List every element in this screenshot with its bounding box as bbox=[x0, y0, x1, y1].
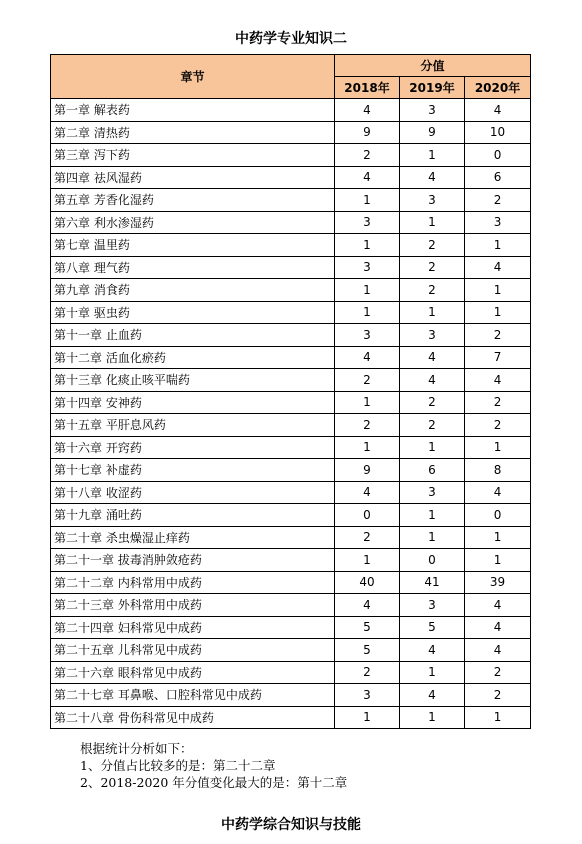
chapter-cell: 第二章 清热药 bbox=[51, 121, 335, 144]
score-cell: 40 bbox=[335, 571, 400, 594]
table-row bbox=[51, 459, 531, 482]
score-cell: 3 bbox=[400, 594, 465, 617]
table-row bbox=[51, 144, 531, 167]
score-cell: 39 bbox=[465, 571, 531, 594]
score-cell: 3 bbox=[465, 211, 531, 234]
chapter-cell: 第二十二章 内科常用中成药 bbox=[51, 571, 335, 594]
score-cell: 4 bbox=[400, 684, 465, 707]
score-cell: 3 bbox=[400, 189, 465, 212]
score-cell: 1 bbox=[335, 301, 400, 324]
table-row bbox=[51, 549, 531, 572]
score-cell: 4 bbox=[465, 369, 531, 392]
score-cell: 2 bbox=[400, 391, 465, 414]
table-row bbox=[51, 571, 531, 594]
score-cell: 0 bbox=[335, 504, 400, 527]
score-cell: 1 bbox=[400, 301, 465, 324]
score-cell: 41 bbox=[400, 571, 465, 594]
score-cell: 1 bbox=[400, 144, 465, 167]
next-section-title: 中药学综合知识与技能 bbox=[221, 817, 361, 833]
page-title: 中药学专业知识二 bbox=[235, 31, 347, 47]
chapter-cell: 第十六章 开窍药 bbox=[51, 436, 335, 459]
score-cell: 3 bbox=[335, 324, 400, 347]
score-cell: 2 bbox=[335, 526, 400, 549]
table-row bbox=[51, 301, 531, 324]
score-table bbox=[50, 54, 531, 729]
score-cell: 9 bbox=[400, 121, 465, 144]
score-cell: 0 bbox=[465, 144, 531, 167]
chapter-cell: 第二十六章 眼科常见中成药 bbox=[51, 661, 335, 684]
notes-intro: 根据统计分析如下： bbox=[80, 741, 193, 756]
note-item: 1、分值占比较多的是：第二十二章 bbox=[80, 758, 276, 773]
header-year: 2020年 bbox=[465, 77, 531, 99]
chapter-cell: 第二十五章 儿科常见中成药 bbox=[51, 639, 335, 662]
score-cell: 8 bbox=[465, 459, 531, 482]
score-cell: 1 bbox=[465, 526, 531, 549]
header-year: 2018年 bbox=[335, 77, 400, 99]
table-row bbox=[51, 504, 531, 527]
table-row bbox=[51, 594, 531, 617]
chapter-cell: 第二十四章 妇科常见中成药 bbox=[51, 616, 335, 639]
chapter-cell: 第十九章 涌吐药 bbox=[51, 504, 335, 527]
table-row bbox=[51, 324, 531, 347]
score-cell: 10 bbox=[465, 121, 531, 144]
score-cell: 9 bbox=[335, 121, 400, 144]
score-cell: 1 bbox=[400, 504, 465, 527]
chapter-cell: 第一章 解表药 bbox=[51, 99, 335, 122]
score-cell: 1 bbox=[400, 661, 465, 684]
score-cell: 1 bbox=[465, 436, 531, 459]
score-cell: 3 bbox=[335, 211, 400, 234]
score-cell: 2 bbox=[400, 234, 465, 257]
score-cell: 2 bbox=[335, 661, 400, 684]
chapter-cell: 第五章 芳香化湿药 bbox=[51, 189, 335, 212]
table-row bbox=[51, 639, 531, 662]
score-cell: 4 bbox=[465, 481, 531, 504]
score-cell: 0 bbox=[400, 549, 465, 572]
score-cell: 1 bbox=[335, 234, 400, 257]
score-cell: 3 bbox=[400, 324, 465, 347]
chapter-cell: 第二十七章 耳鼻喉、口腔科常见中成药 bbox=[51, 684, 335, 707]
score-cell: 1 bbox=[465, 706, 531, 729]
score-cell: 3 bbox=[400, 99, 465, 122]
score-cell: 0 bbox=[465, 504, 531, 527]
score-cell: 1 bbox=[335, 706, 400, 729]
chapter-cell: 第十三章 化痰止咳平喘药 bbox=[51, 369, 335, 392]
score-cell: 5 bbox=[400, 616, 465, 639]
header-chapter: 章节 bbox=[51, 55, 335, 99]
score-cell: 2 bbox=[465, 391, 531, 414]
score-cell: 1 bbox=[465, 301, 531, 324]
chapter-cell: 第七章 温里药 bbox=[51, 234, 335, 257]
table-row bbox=[51, 414, 531, 437]
score-cell: 2 bbox=[465, 324, 531, 347]
table-row bbox=[51, 391, 531, 414]
score-cell: 1 bbox=[465, 549, 531, 572]
header-year: 2019年 bbox=[400, 77, 465, 99]
chapter-cell: 第十八章 收涩药 bbox=[51, 481, 335, 504]
score-cell: 1 bbox=[335, 391, 400, 414]
table-row bbox=[51, 684, 531, 707]
analysis-notes bbox=[80, 740, 347, 791]
score-cell: 1 bbox=[400, 526, 465, 549]
table-row bbox=[51, 369, 531, 392]
score-cell: 1 bbox=[335, 189, 400, 212]
chapter-cell: 第八章 理气药 bbox=[51, 256, 335, 279]
score-cell: 4 bbox=[465, 256, 531, 279]
table-row bbox=[51, 616, 531, 639]
table-row bbox=[51, 256, 531, 279]
score-cell: 1 bbox=[335, 279, 400, 302]
table-row bbox=[51, 211, 531, 234]
score-cell: 1 bbox=[400, 436, 465, 459]
score-cell: 2 bbox=[335, 144, 400, 167]
table-row bbox=[51, 526, 531, 549]
table-row bbox=[51, 189, 531, 212]
chapter-cell: 第四章 祛风湿药 bbox=[51, 166, 335, 189]
table-row bbox=[51, 234, 531, 257]
score-cell: 1 bbox=[335, 549, 400, 572]
score-cell: 4 bbox=[335, 481, 400, 504]
score-cell: 2 bbox=[400, 256, 465, 279]
score-cell: 1 bbox=[400, 706, 465, 729]
score-cell: 5 bbox=[335, 639, 400, 662]
score-cell: 3 bbox=[400, 481, 465, 504]
score-cell: 3 bbox=[335, 684, 400, 707]
score-cell: 2 bbox=[465, 414, 531, 437]
chapter-cell: 第二十三章 外科常用中成药 bbox=[51, 594, 335, 617]
chapter-cell: 第十二章 活血化瘀药 bbox=[51, 346, 335, 369]
score-cell: 2 bbox=[335, 414, 400, 437]
chapter-cell: 第十七章 补虚药 bbox=[51, 459, 335, 482]
table-row bbox=[51, 279, 531, 302]
header-score: 分值 bbox=[335, 55, 531, 77]
table-row bbox=[51, 436, 531, 459]
score-cell: 5 bbox=[335, 616, 400, 639]
score-cell: 1 bbox=[465, 279, 531, 302]
score-cell: 2 bbox=[335, 369, 400, 392]
score-cell: 1 bbox=[465, 234, 531, 257]
score-cell: 9 bbox=[335, 459, 400, 482]
score-cell: 4 bbox=[465, 99, 531, 122]
chapter-cell: 第十四章 安神药 bbox=[51, 391, 335, 414]
score-cell: 2 bbox=[465, 661, 531, 684]
score-cell: 4 bbox=[465, 594, 531, 617]
score-cell: 4 bbox=[335, 166, 400, 189]
table-row bbox=[51, 166, 531, 189]
score-cell: 2 bbox=[465, 684, 531, 707]
score-cell: 4 bbox=[465, 639, 531, 662]
score-cell: 4 bbox=[335, 346, 400, 369]
note-item: 2、2018-2020 年分值变化最大的是：第十二章 bbox=[80, 775, 348, 790]
chapter-cell: 第十五章 平肝息风药 bbox=[51, 414, 335, 437]
chapter-cell: 第二十一章 拔毒消肿敛疮药 bbox=[51, 549, 335, 572]
table-row bbox=[51, 706, 531, 729]
score-cell: 2 bbox=[400, 414, 465, 437]
chapter-cell: 第二十八章 骨伤科常见中成药 bbox=[51, 706, 335, 729]
chapter-cell: 第十章 驱虫药 bbox=[51, 301, 335, 324]
score-cell: 2 bbox=[400, 279, 465, 302]
table-row bbox=[51, 121, 531, 144]
score-cell: 1 bbox=[400, 211, 465, 234]
score-cell: 3 bbox=[335, 256, 400, 279]
chapter-cell: 第十一章 止血药 bbox=[51, 324, 335, 347]
score-cell: 4 bbox=[465, 616, 531, 639]
table-row bbox=[51, 481, 531, 504]
chapter-cell: 第九章 消食药 bbox=[51, 279, 335, 302]
score-cell: 4 bbox=[400, 639, 465, 662]
table-row bbox=[51, 661, 531, 684]
score-cell: 4 bbox=[335, 99, 400, 122]
score-cell: 7 bbox=[465, 346, 531, 369]
table-row bbox=[51, 346, 531, 369]
chapter-cell: 第二十章 杀虫燥湿止痒药 bbox=[51, 526, 335, 549]
chapter-cell: 第六章 利水渗湿药 bbox=[51, 211, 335, 234]
score-cell: 4 bbox=[400, 346, 465, 369]
score-cell: 2 bbox=[465, 189, 531, 212]
table-row bbox=[51, 99, 531, 122]
score-cell: 4 bbox=[400, 166, 465, 189]
score-cell: 1 bbox=[335, 436, 400, 459]
score-cell: 4 bbox=[335, 594, 400, 617]
chapter-cell: 第三章 泻下药 bbox=[51, 144, 335, 167]
score-cell: 6 bbox=[400, 459, 465, 482]
score-cell: 4 bbox=[400, 369, 465, 392]
score-cell: 6 bbox=[465, 166, 531, 189]
